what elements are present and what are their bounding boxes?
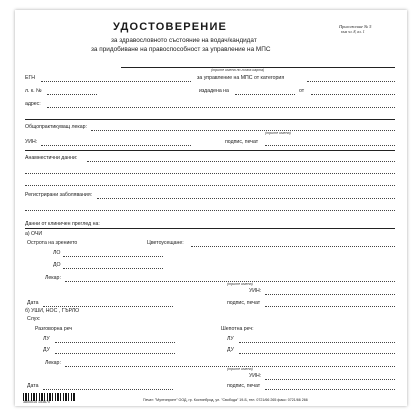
right-ear-label-2: ДУ [227, 347, 234, 353]
spoken-speech-label: Разговорна реч [35, 326, 73, 332]
sign-stamp-label-1: подпис, печат [225, 139, 259, 145]
right-eye-field[interactable] [63, 268, 163, 269]
sign-stamp-field-1[interactable] [265, 145, 395, 146]
uin-label-3: УИН: [249, 373, 262, 379]
category-label: за управление на МПС от категория [197, 75, 285, 81]
anamnesis-label: Анамнестични данни: [25, 155, 78, 161]
issued-by-field[interactable] [311, 94, 395, 95]
egn-label: ЕГН [25, 75, 36, 81]
date-field-1[interactable] [43, 306, 173, 307]
right-ear-field-2[interactable] [239, 353, 395, 354]
colour-vision-label: Цветоусещане: [147, 240, 184, 246]
eye-doctor-hint: (трите имена) [227, 282, 253, 286]
sign-stamp-field-3[interactable] [265, 389, 395, 390]
name-hint: (трите имена по лична карта) [211, 68, 265, 72]
eyes-section-label: а) ОЧИ [25, 231, 43, 237]
barcode-number: 3800015 153670 [23, 400, 50, 404]
annex-reference-line-1: Приложение № 5 [339, 24, 372, 29]
issued-field[interactable] [235, 94, 295, 95]
left-ear-field-1[interactable] [55, 342, 175, 343]
annex-reference-line-2: към чл. 8, ал. 1 [341, 30, 365, 34]
right-ear-label-1: ДУ [43, 347, 50, 353]
whisper-label: Шепотна реч: [221, 326, 254, 332]
egn-field[interactable] [41, 81, 191, 82]
date-label-1: Дата [27, 300, 39, 306]
right-ear-field-1[interactable] [55, 353, 175, 354]
gp-field[interactable] [91, 130, 395, 131]
id-card-field[interactable] [47, 94, 97, 95]
gp-name-hint: (трите имена) [265, 131, 291, 135]
eye-doctor-label: Лекар: [45, 275, 61, 281]
ent-doctor-hint: (трите имена) [227, 367, 253, 371]
diseases-label: Регистрирани заболявания: [25, 192, 93, 198]
certificate-page [15, 10, 407, 406]
visual-acuity-label: Острота на зрението [27, 240, 78, 246]
document-title: УДОСТОВЕРЕНИЕ [113, 21, 228, 33]
address-label: адрес: [25, 101, 41, 107]
gp-label: Общопрактикуващ лекар: [25, 124, 88, 130]
left-eye-label: ЛО [53, 250, 61, 256]
subtitle-line-2: за придобиване на правоспособност за управление на МПС [91, 46, 271, 53]
uin-label-1: УИН: [25, 139, 38, 145]
left-ear-label-1: ЛУ [43, 336, 50, 342]
right-eye-label: ДО [53, 262, 61, 268]
issued-by-label: от [299, 88, 305, 94]
ent-section-label: б) УШИ, НОС , ГЪРЛО [25, 308, 80, 314]
left-ear-label-2: ЛУ [227, 336, 234, 342]
subtitle-line-1: за здравословното състояние на водач/кандидат [111, 37, 257, 44]
uin-field-1[interactable] [41, 145, 191, 146]
anamnesis-field-1[interactable] [87, 161, 395, 162]
exam-line [25, 228, 395, 229]
sign-stamp-field-2[interactable] [265, 306, 395, 307]
diseases-field-1[interactable] [97, 198, 395, 199]
left-ear-field-2[interactable] [239, 342, 395, 343]
category-field[interactable] [307, 81, 395, 82]
left-eye-field[interactable] [63, 256, 163, 257]
ent-doctor-label: Лекар: [45, 360, 61, 366]
issued-label: издадена на [199, 88, 229, 94]
uin-field-2[interactable] [265, 294, 395, 295]
sign-stamp-label-3: подпис, печат [227, 383, 261, 389]
anamnesis-field-2[interactable] [25, 173, 395, 174]
address-field[interactable] [47, 107, 395, 108]
anamnesis-top-line [25, 150, 395, 151]
printer-footer: Печат: "Мултипринт" ООД, гр. Костинброд, ул. "Свобода" 19-Б, тел. 0721/66 265 факс: 0721/66 266 [143, 398, 308, 402]
sign-stamp-label-2: подпис, печат [227, 300, 261, 306]
colour-vision-field[interactable] [191, 246, 395, 247]
exam-label: Данни от клиничен преглед на: [25, 221, 100, 227]
date-field-2[interactable] [43, 389, 173, 390]
hearing-label: Слух: [27, 316, 41, 322]
uin-label-2: УИН: [249, 288, 262, 294]
uin-field-3[interactable] [265, 379, 395, 380]
date-label-2: Дата [27, 383, 39, 389]
id-card-label: л. к. № [25, 88, 42, 94]
anamnesis-field-3[interactable] [25, 185, 395, 186]
diseases-field-2[interactable] [25, 210, 395, 211]
gp-top-line [25, 119, 395, 120]
